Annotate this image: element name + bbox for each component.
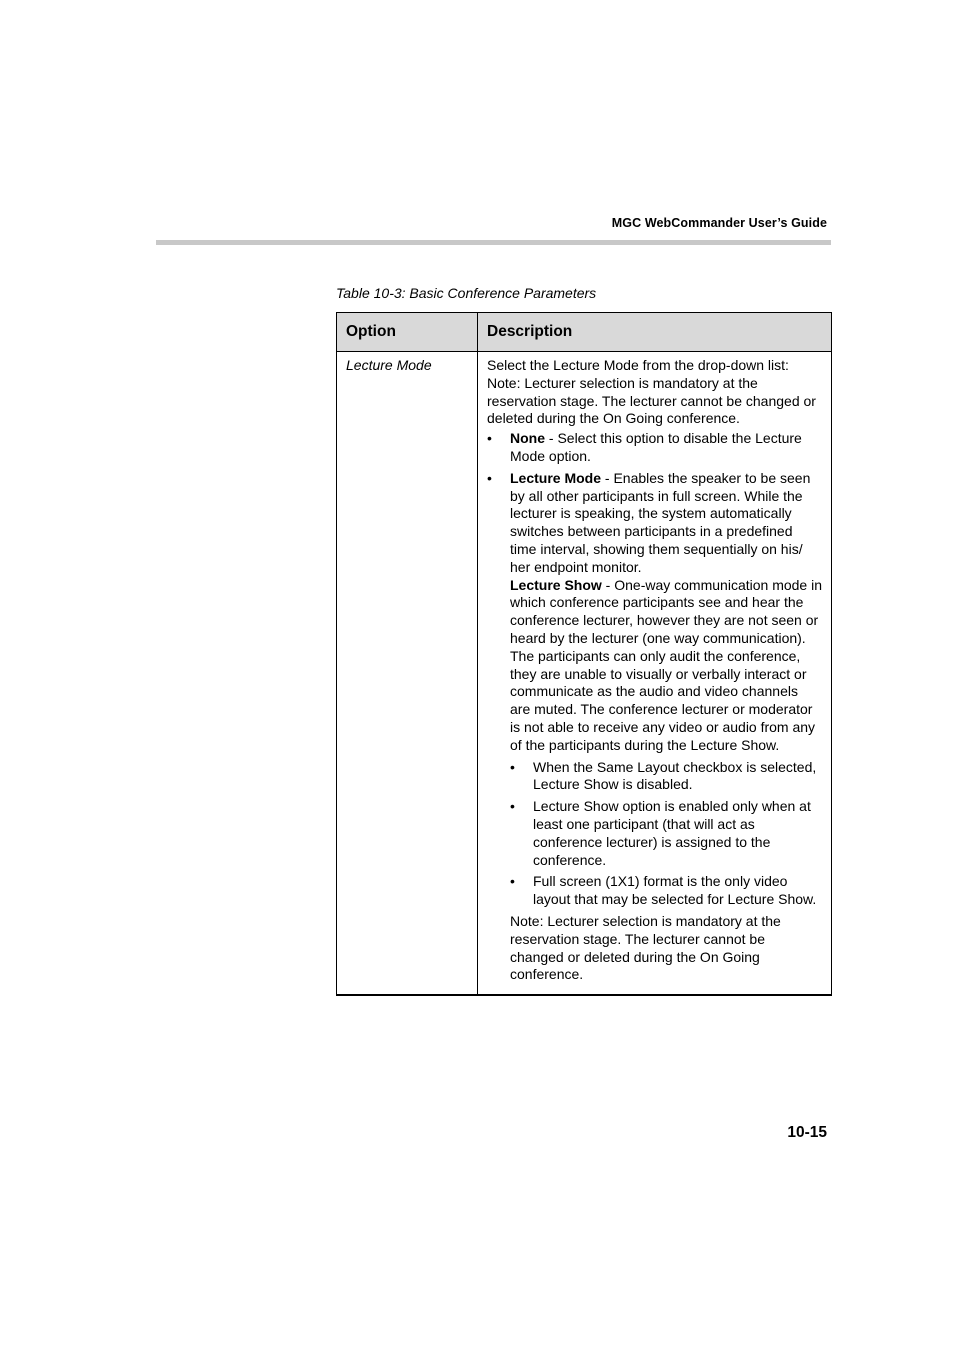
sub-list-item: • When the Same Layout checkbox is selected, Lecture Show is disabled. [510, 759, 822, 795]
list-item-text: - Enables the speaker to be seen by all other participants in full screen. While the lecturer is speaking, the system automatically switches between participants in a predefined time interval, showing them sequentially on his/ her endpoint monitor. [510, 469, 811, 575]
lecture-show-notes-list [510, 759, 822, 909]
list-item [487, 430, 822, 466]
running-header-title: MGC WebCommander User’s Guide [611, 216, 827, 230]
option-list [487, 430, 822, 984]
list-item-text: - Select this option to disable the Lecture Mode option. [510, 430, 802, 464]
option-name: Lecture Mode [346, 357, 432, 373]
header-option: Option [337, 313, 478, 352]
header-description: Description [478, 313, 832, 352]
lecturer-note: Note: Lecturer selection is mandatory at the reservation stage. The lecturer cannot be changed or deleted during the On Going conference. [510, 912, 781, 983]
table-row [337, 352, 832, 996]
page-number: 10-15 [787, 1124, 827, 1141]
sub-list-item: • Full screen (1X1) format is the only video layout that may be selected for Lecture Show. [510, 873, 822, 909]
lecture-show-paragraph [510, 577, 822, 755]
option-cell [337, 352, 478, 996]
description-intro: Select the Lecture Mode from the drop-down list: [487, 357, 789, 373]
description-intro-note: Note: Lecturer selection is mandatory at the reservation stage. The lecturer cannot be changed or deleted during the On Going conference. [487, 374, 816, 427]
lecture-show-term: Lecture Show [510, 576, 602, 593]
list-item [487, 470, 822, 984]
list-item-term: Lecture Mode [510, 469, 602, 486]
table-header-row [337, 313, 832, 352]
lecture-show-text: - One-way communication mode in which conference participants see and hear the conference lecturer, however they are not seen or heard by the lecturer (one way communication). The participants can only audit the conference, they are unable to visually or verbally interact or communicate as the audio and video channels are muted. The conference lecturer or moderator is not able to receive any video or audio from any of the participants during the Lecture Show. [510, 576, 822, 753]
description-cell [478, 352, 832, 996]
parameters-table [336, 312, 832, 996]
table-caption: Table 10-3: Basic Conference Parameters [336, 285, 597, 301]
list-item-term: None [510, 430, 545, 447]
header-rule [156, 240, 831, 245]
sub-list-item: • Lecture Show option is enabled only when at least one participant (that will act as conference lecturer) is assigned to the conference. [510, 798, 822, 869]
